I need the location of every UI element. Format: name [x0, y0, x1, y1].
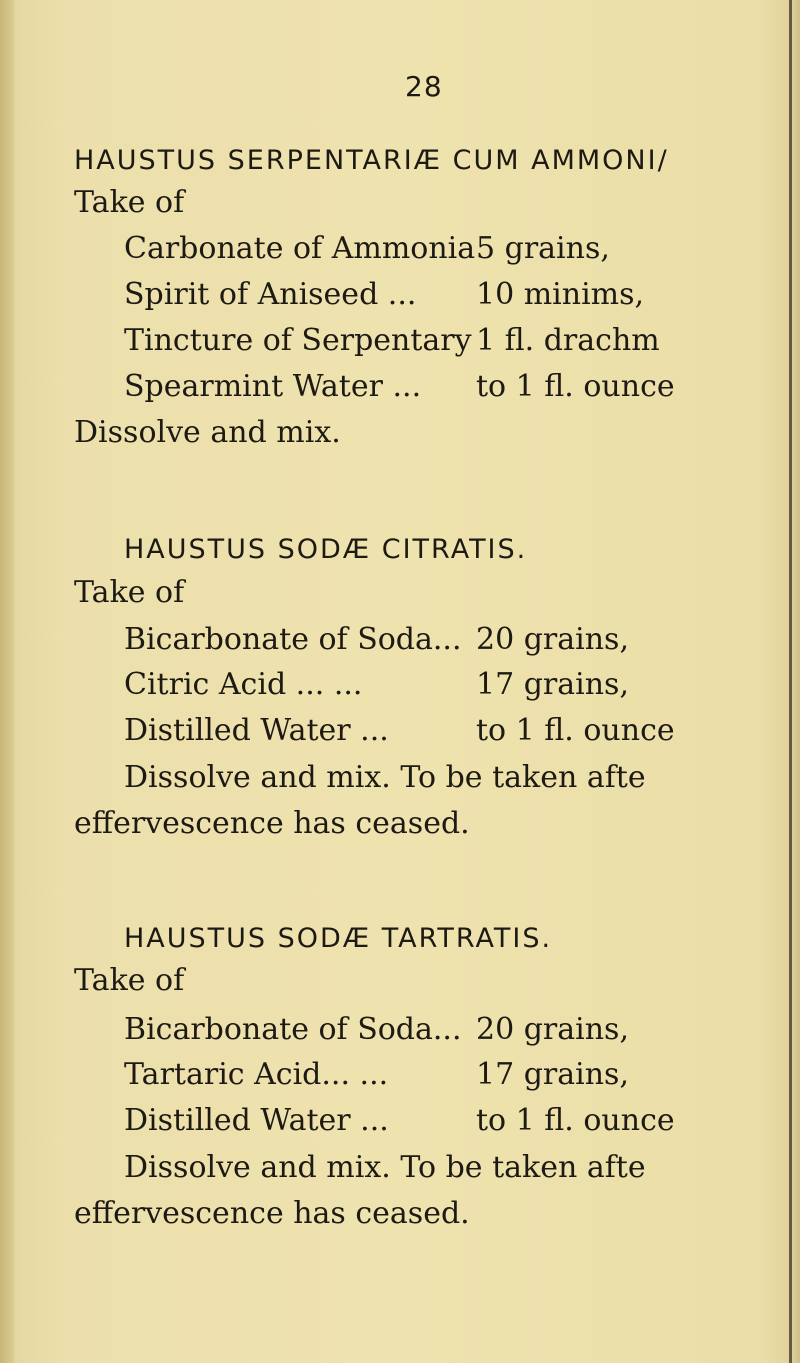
recipe-direction: Dissolve and mix. To be taken afte: [124, 760, 646, 795]
ingredient-row: [124, 667, 800, 707]
ingredient-row: [124, 369, 800, 409]
ingredient-name: Spearmint Water ...: [124, 369, 422, 404]
ingredient-quantity: 20 grains,: [476, 1012, 629, 1047]
ingredient-quantity: to 1 fl. ounce: [476, 369, 675, 404]
ingredient-row: [124, 231, 800, 271]
ingredient-row: [124, 1057, 800, 1097]
take-of-label: Take of: [74, 575, 185, 610]
ingredient-row: [124, 622, 800, 662]
ingredient-name: Carbonate of Ammonia: [124, 231, 476, 266]
ingredient-name: Tartaric Acid... ...: [124, 1057, 389, 1092]
recipe-heading: HAUSTUS SODÆ TARTRATIS.: [124, 923, 553, 954]
recipe-heading: HAUSTUS SODÆ CITRATIS.: [124, 534, 528, 565]
take-of-label: Take of: [74, 963, 185, 998]
ingredient-row: [124, 277, 800, 317]
recipe-direction: Dissolve and mix. To be taken afte: [124, 1150, 646, 1185]
ingredient-quantity: 5 grains,: [476, 231, 610, 266]
recipe-direction: effervescence has ceased.: [74, 1196, 470, 1231]
ingredient-quantity: 17 grains,: [476, 1057, 629, 1092]
ingredient-quantity: 1 fl. drachm: [476, 323, 660, 358]
ingredient-row: [124, 1103, 800, 1143]
ingredient-name: Tincture of Serpentary: [124, 323, 472, 358]
take-of-label: Take of: [74, 185, 185, 220]
ingredient-name: Distilled Water ...: [124, 713, 389, 748]
recipe-direction: effervescence has ceased.: [74, 806, 470, 841]
recipe-direction: Dissolve and mix.: [74, 415, 341, 450]
ingredient-name: Distilled Water ...: [124, 1103, 389, 1138]
ingredient-name: Spirit of Aniseed ...: [124, 277, 417, 312]
ingredient-quantity: 20 grains,: [476, 622, 629, 657]
ingredient-row: [124, 1012, 800, 1052]
ingredient-row: [124, 713, 800, 753]
ingredient-quantity: 17 grains,: [476, 667, 629, 702]
ingredient-quantity: to 1 fl. ounce: [476, 1103, 675, 1138]
page-left-edge: [0, 0, 14, 1363]
recipe-heading: HAUSTUS SERPENTARIÆ CUM AMMONI/: [74, 145, 669, 176]
ingredient-name: Citric Acid ... ...: [124, 667, 363, 702]
page-number: 28: [405, 70, 443, 103]
ingredient-row: [124, 323, 800, 363]
ingredient-quantity: to 1 fl. ounce: [476, 713, 675, 748]
ingredient-quantity: 10 minims,: [476, 277, 645, 312]
ingredient-name: Bicarbonate of Soda...: [124, 1012, 462, 1047]
ingredient-name: Bicarbonate of Soda...: [124, 622, 462, 657]
